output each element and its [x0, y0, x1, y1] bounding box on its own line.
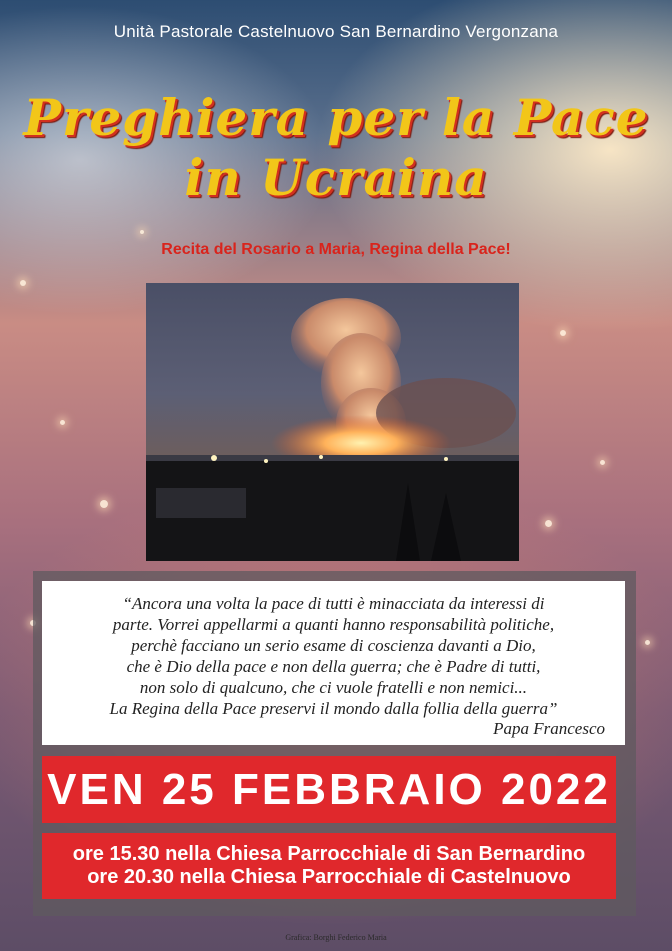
title-line-1: Preghiera per la Pace: [23, 88, 649, 147]
bokeh-sparkle: [645, 640, 650, 645]
event-times: [42, 833, 616, 899]
quote-line: “Ancora una volta la pace di tutti è minacciata da interessi di: [122, 594, 545, 613]
quote-line: La Regina della Pace preservi il mondo dalla follia della guerra”: [109, 699, 558, 718]
event-time-line: ore 15.30 nella Chiesa Parrocchiale di San Bernardino: [72, 843, 586, 865]
graphic-credit: Grafica: Borghi Federico Maria: [285, 933, 387, 942]
bokeh-sparkle: [560, 330, 566, 336]
bokeh-sparkle: [20, 280, 26, 286]
quote-box: [42, 581, 625, 745]
bokeh-sparkle: [140, 230, 144, 234]
title-line-2: in Ucraina: [184, 148, 488, 207]
organization-header: Unità Pastorale Castelnuovo San Bernardino Vergonzana: [113, 22, 559, 41]
subtitle: Recita del Rosario a Maria, Regina della Pace!: [161, 241, 511, 258]
quote-text: [42, 593, 625, 719]
explosion-photo: [146, 283, 519, 561]
bokeh-sparkle: [60, 420, 65, 425]
bokeh-sparkle: [600, 460, 605, 465]
quote-line: che è Dio della pace e non della guerra; che è Padre di tutti,: [126, 657, 541, 676]
bokeh-sparkle: [545, 520, 552, 527]
bokeh-sparkle: [100, 500, 108, 508]
quote-line: non solo di qualcuno, che ci vuole fratelli e non nemici...: [139, 678, 528, 697]
quote-line: perchè facciano un serio esame di coscienza davanti a Dio,: [131, 636, 536, 655]
quote-line: parte. Vorrei appellarmi a quanti hanno responsabilità politiche,: [112, 615, 555, 634]
quote-author: Papa Francesco: [493, 719, 605, 738]
explosion-photo-drawing: [146, 283, 519, 561]
event-time-line: ore 20.30 nella Chiesa Parrocchiale di Castelnuovo: [87, 866, 571, 888]
event-date: VEN 25 FEBBRAIO 2022: [42, 756, 616, 823]
